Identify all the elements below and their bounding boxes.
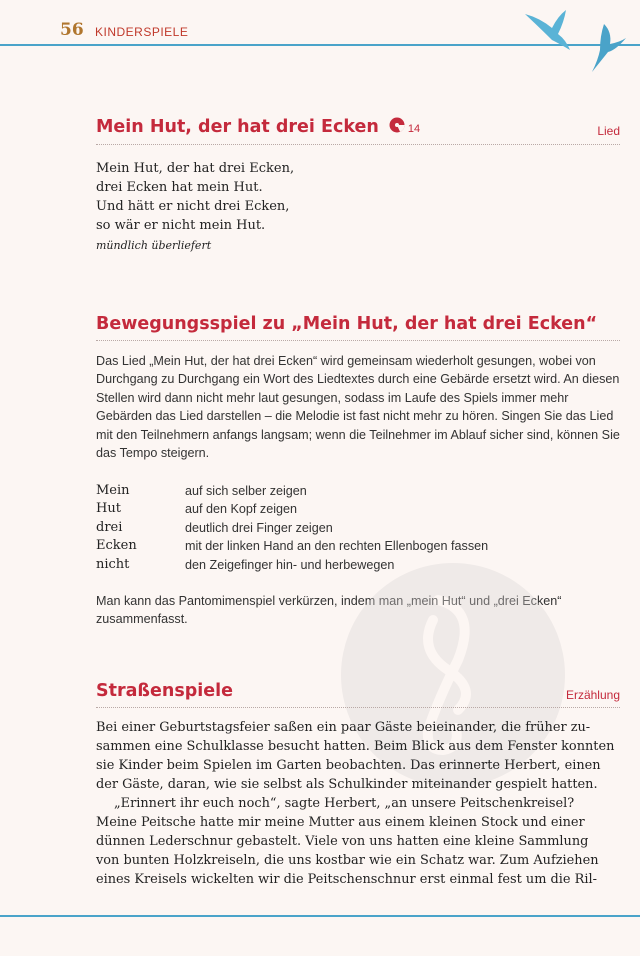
lyric-line: drei Ecken hat mein Hut. <box>96 180 263 195</box>
song-title: Mein Hut, der hat drei Ecken 14 <box>96 117 421 137</box>
gesture-action: auf den Kopf zeigen <box>185 502 298 517</box>
story-line: „Erinnert ihr euch noch“, sagte Herbert, „an unsere Peitschenkreisel? <box>114 796 575 811</box>
footer-rule <box>0 915 640 917</box>
story-line: sammen eine Schulklasse besucht hatten. Beim Blick aus dem Fenster konnten <box>96 739 615 754</box>
lyric-line: Mein Hut, der hat drei Ecken, <box>96 161 295 176</box>
gesture-word: Ecken <box>96 538 137 554</box>
gesture-word: Mein <box>96 483 130 498</box>
lyric-line: Und hätt er nicht drei Ecken, <box>96 199 290 214</box>
song-divider <box>96 144 620 145</box>
movement-title: Bewegungsspiel zu „Mein Hut, der hat drei Ecken“ <box>96 314 598 334</box>
gesture-action: auf sich selber zeigen <box>185 484 307 498</box>
story-line: eines Kreisels wickelten wir die Peitschenschnur erst einmal fest um die Ril- <box>96 872 597 887</box>
gesture-row <box>96 519 488 537</box>
gesture-action: deutlich drei Finger zeigen <box>185 520 333 535</box>
gesture-action: den Zeigefinger hin- und herbewegen <box>185 557 395 572</box>
gesture-row <box>96 500 488 518</box>
cd-icon <box>389 117 405 133</box>
story-line: Bei einer Geburtstagsfeier saßen ein paar Gäste beieinander, die früher zu- <box>96 720 591 735</box>
lyric-line: so wär er nicht mein Hut. <box>96 218 266 233</box>
gesture-action: mit der linken Hand an den rechten Ellenbogen fassen <box>185 539 489 554</box>
street-divider <box>96 707 620 708</box>
page-number: 56 <box>60 20 84 40</box>
song-lyrics <box>96 159 294 235</box>
movement-intro: Das Lied „Mein Hut, der hat drei Ecken“ wird gemeinsam wiederholt gesungen, wobei von Durchgang zu Durchgang ein Wort des Liedtextes durch eine Gebärde ersetzt wird. An diesen Stellen wird dann nicht mehr laut gesungen, sodass im Laufe des Spiels immer mehr Gebärden das Lied darstellen – die Melodie ist fast nicht mehr zu hören. Singen Sie das Lied mit den Teilnehmern anfangs langsam; wenn die Teilnehmer im Ablauf sicher sind, können Sie das Tempo steigern. <box>96 354 620 461</box>
movement-outro: Man kann das Pantomimenspiel verkürzen, indem man „mein Hut“ und „drei Ecken“ zusammenfasst. <box>96 594 562 627</box>
swallows-icon <box>520 2 640 77</box>
gesture-row <box>96 482 488 500</box>
song-tag: Lied <box>597 124 620 138</box>
track-number: 14 <box>407 123 421 135</box>
story-line: Meine Peitsche hatte mir meine Mutter aus einem kleinen Stock und einer <box>96 815 585 830</box>
street-title: Straßenspiele <box>96 681 234 701</box>
gesture-row <box>96 537 488 555</box>
gesture-word: drei <box>96 519 123 535</box>
gesture-word: Hut <box>96 501 121 517</box>
street-tag: Erzählung <box>565 688 620 702</box>
gesture-word: nicht <box>96 556 130 572</box>
story-line: sie Kinder beim Spielen im Garten beobachten. Das erinnerte Herbert, einen <box>96 758 601 773</box>
movement-divider <box>96 340 620 341</box>
song-source: mündlich überliefert <box>96 239 212 252</box>
story-line: von bunten Holzkreiseln, die uns kostbar wie ein Schatz war. Zum Aufziehen <box>96 853 599 868</box>
story-line: der Gäste, daran, wie sie selbst als Schulkinder miteinander gespielt hatten. <box>96 777 598 792</box>
running-header: KINDERSPIELE <box>95 25 189 39</box>
story-line: dünnen Lederschnur gebastelt. Viele von uns hatten eine kleine Sammlung <box>96 834 589 849</box>
story-text <box>96 718 622 889</box>
